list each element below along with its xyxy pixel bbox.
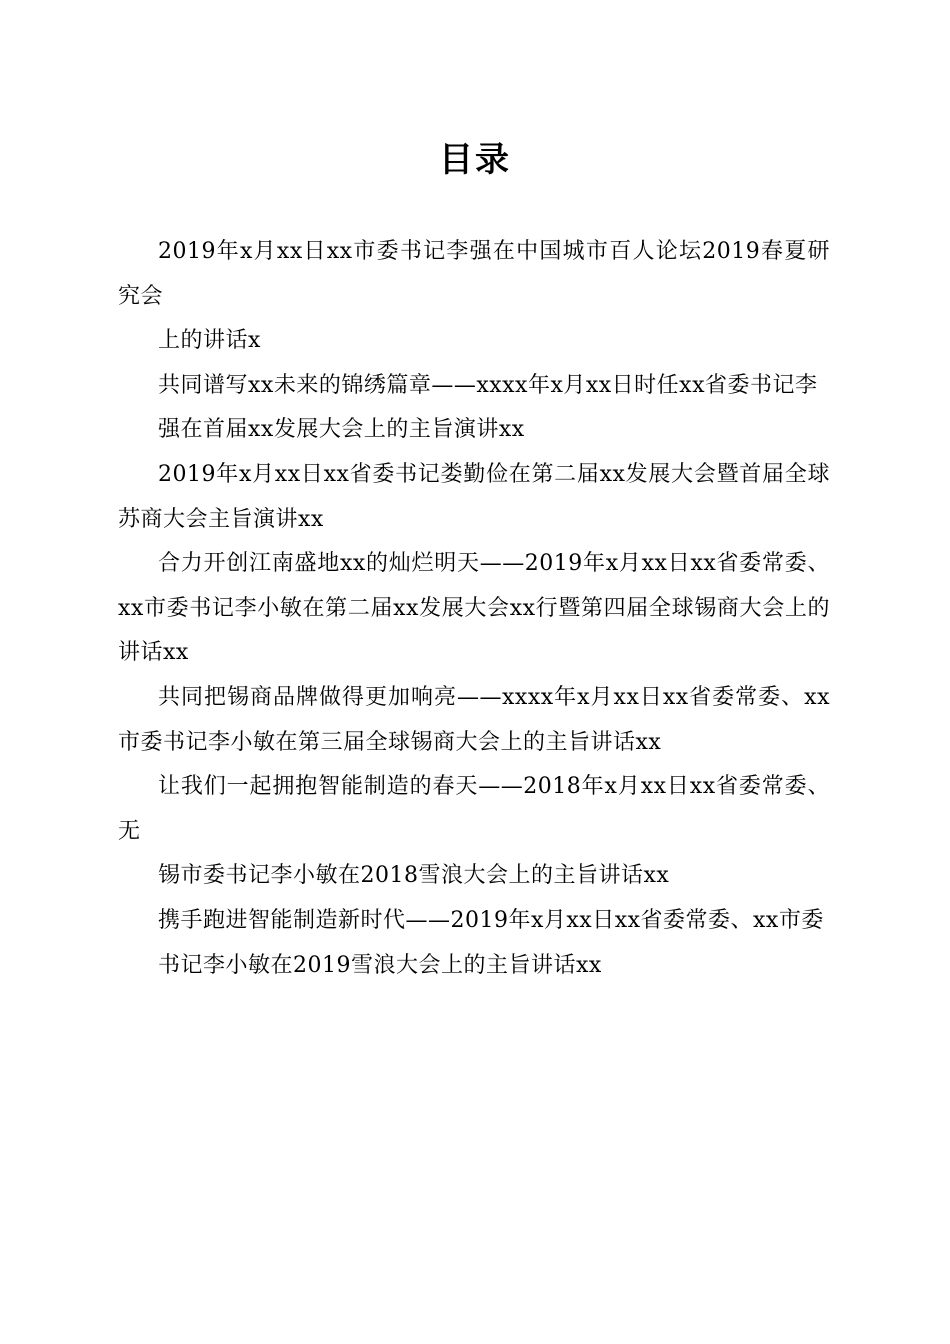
toc-entry[interactable]: 携手跑进智能制造新时代——2019年x月xx日xx省委常委、xx市委	[158, 907, 824, 933]
toc-entry[interactable]: 锡市委书记李小敏在2018雪浪大会上的主旨讲话xx	[158, 863, 670, 889]
toc-entry[interactable]: 2019年x月xx日xx市委书记李强在中国城市百人论坛2019春夏研究会	[118, 239, 830, 309]
toc-entry[interactable]: 共同把锡商品牌做得更加响亮——xxxx年x月xx日xx省委常委、xx市委书记李小敏在第三届全球锡商大会上的主旨讲话xx	[118, 684, 830, 755]
toc-entry[interactable]: 让我们一起拥抱智能制造的春天——2018年x月xx日xx省委常委、无	[118, 774, 830, 844]
toc-entry[interactable]: 上的讲话x	[158, 328, 261, 354]
page-title: 目录	[439, 140, 511, 180]
toc-entry[interactable]: 书记李小敏在2019雪浪大会上的主旨讲话xx	[158, 952, 602, 978]
toc-entry[interactable]: 共同谱写xx未来的锦绣篇章——xxxx年x月xx日时任xx省委书记李	[158, 372, 818, 398]
toc-entry[interactable]: 合力开创江南盛地xx的灿烂明天——2019年x月xx日xx省委常委、xx市委书记李小敏在第二届xx发展大会xx行暨第四届全球锡商大会上的讲话xx	[118, 551, 830, 666]
toc-entry[interactable]: 强在首届xx发展大会上的主旨演讲xx	[158, 417, 525, 443]
table-of-contents	[118, 230, 830, 988]
toc-entry[interactable]: 2019年x月xx日xx省委书记娄勤俭在第二届xx发展大会暨首届全球苏商大会主旨演讲xx	[118, 461, 830, 532]
